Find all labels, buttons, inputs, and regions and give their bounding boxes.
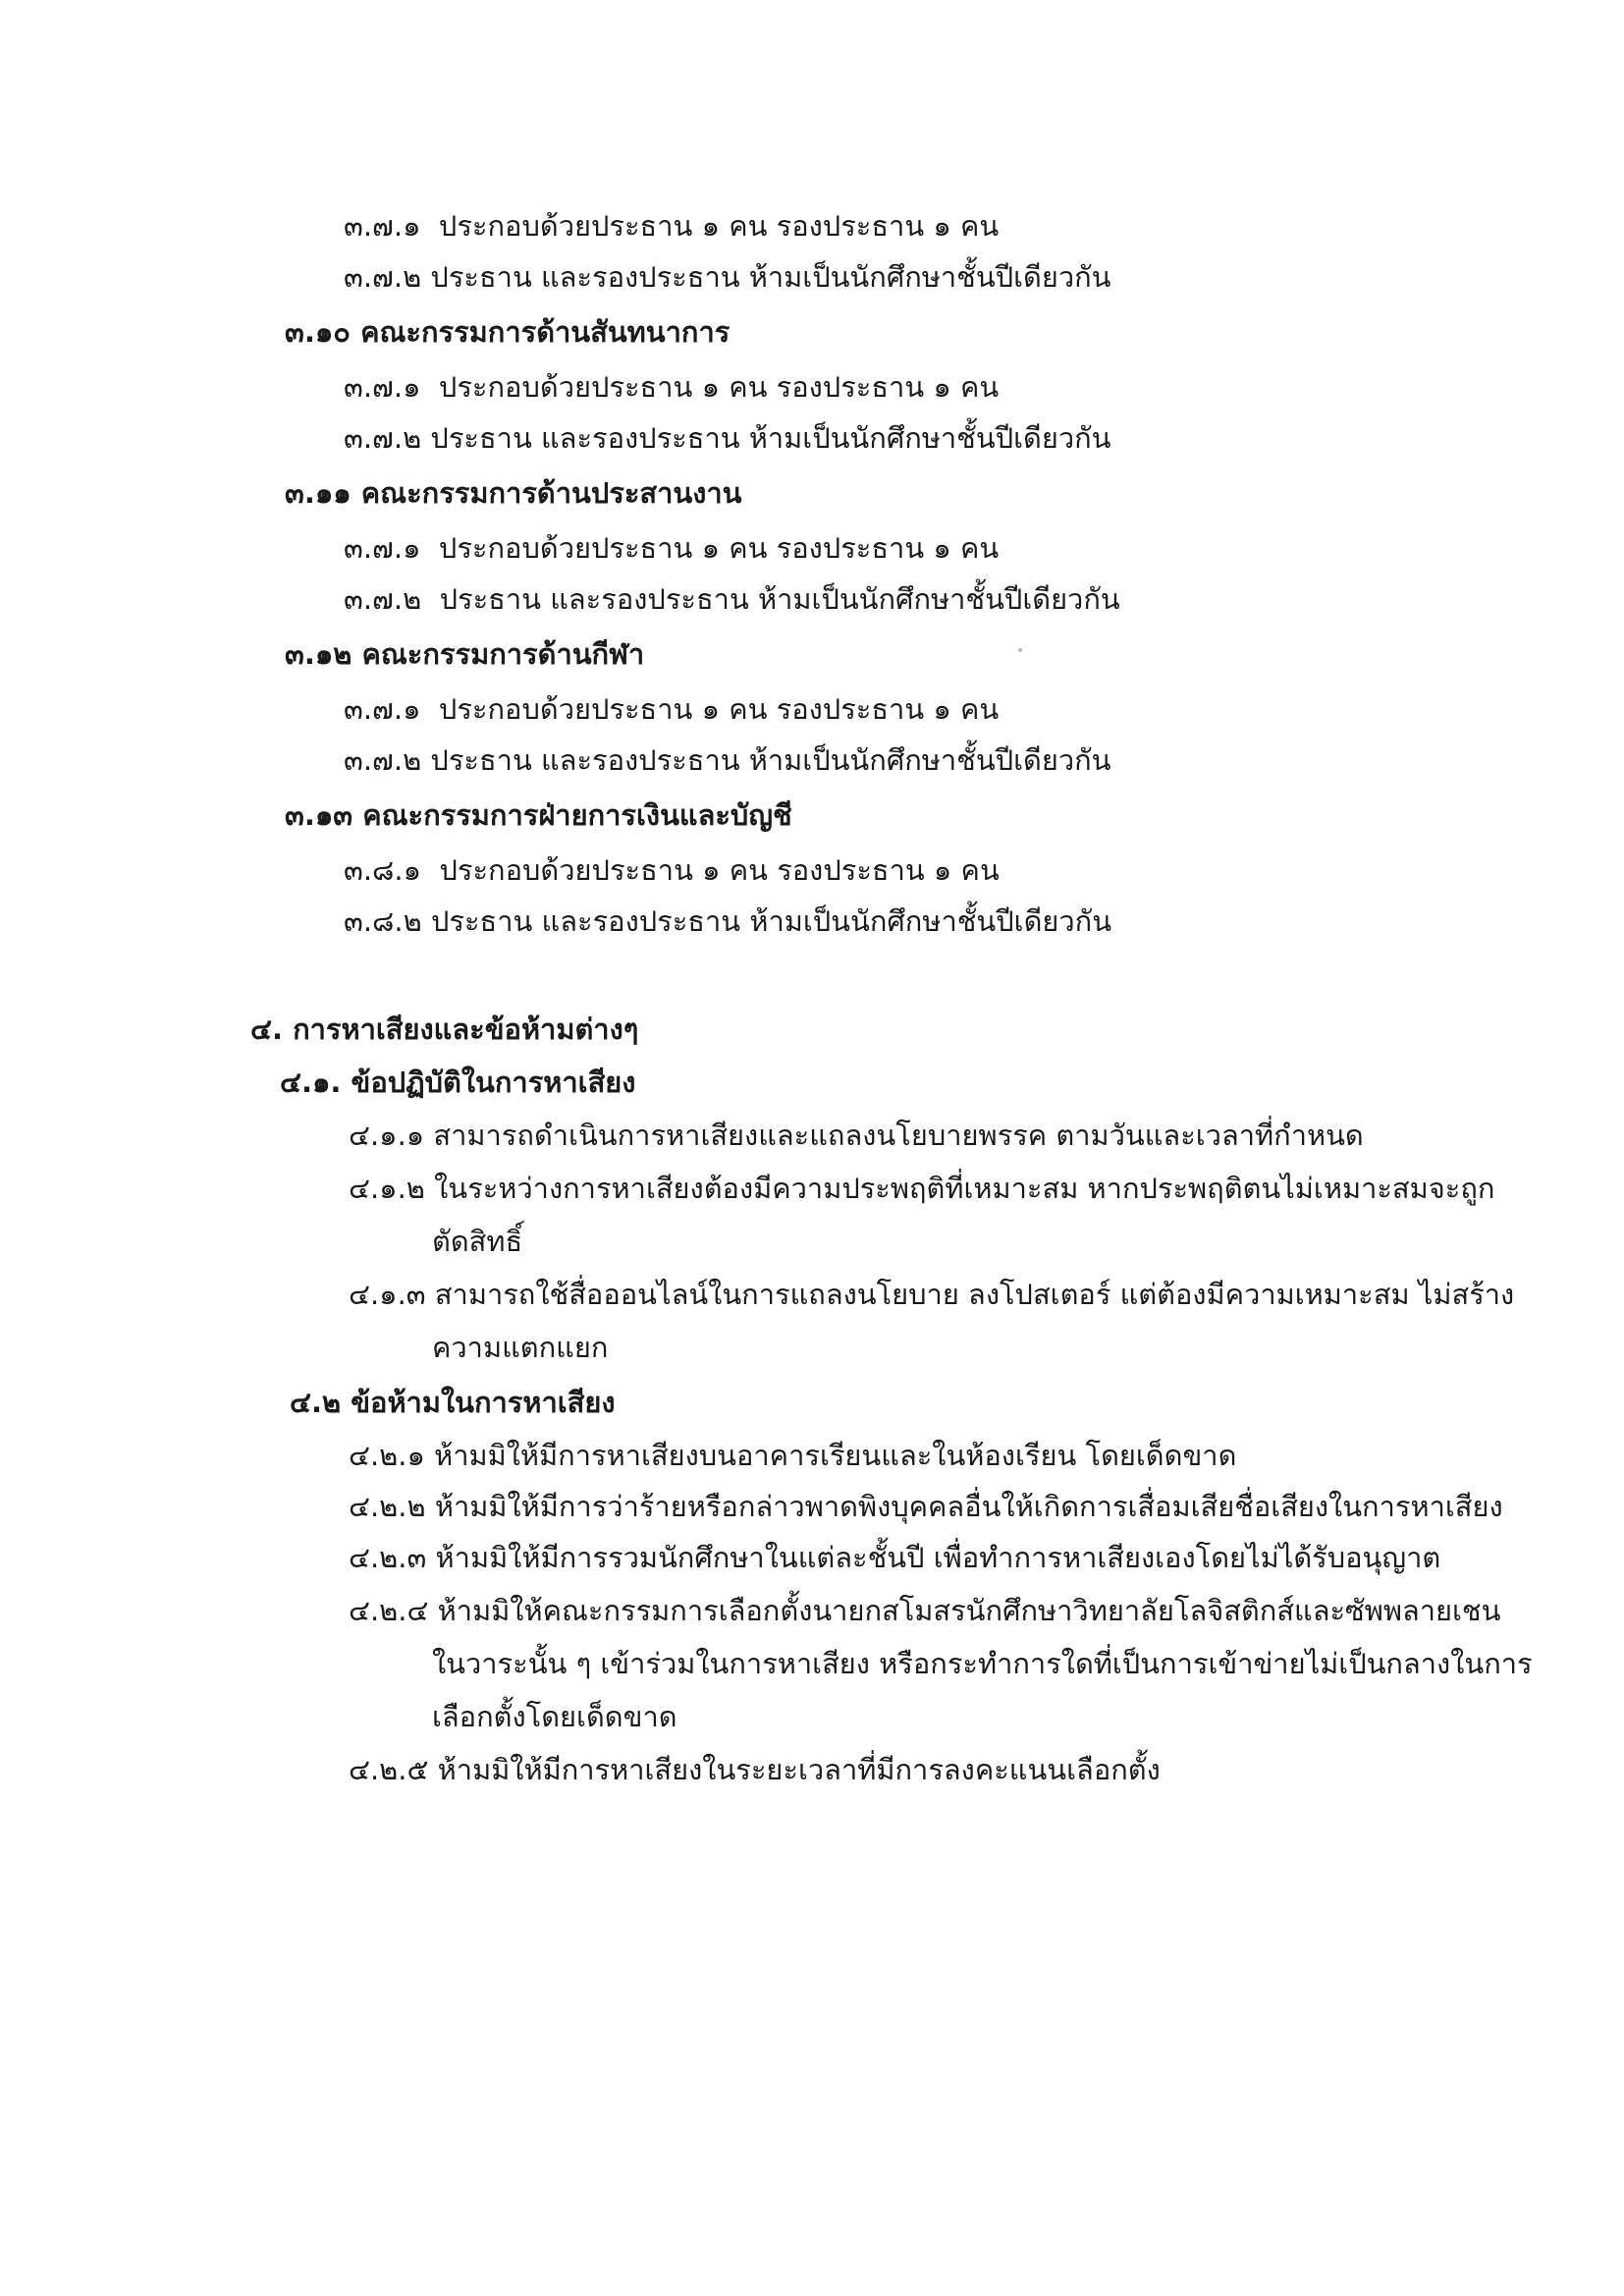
item-text: ประธาน และรองประธาน ห้ามเป็นนักศึกษาชั้นปีเดียวกัน — [430, 904, 1112, 938]
item-3-12-2 — [344, 740, 1111, 780]
item-text: ประกอบด้วยประธาน ๑ คน รองประธาน ๑ คน — [438, 692, 1000, 726]
item-number: ๔.๒.๕ — [349, 1753, 429, 1786]
item-4-1-1 — [349, 1116, 1364, 1155]
item-number: ๓.๗.๒ — [344, 421, 422, 455]
heading-number: ๓.๑๒ — [285, 637, 352, 671]
item-4-2-4 — [349, 1591, 1500, 1630]
item-number: ๓.๗.๒ — [344, 582, 422, 616]
item-4-1-2 — [349, 1169, 1494, 1208]
item-3-7-2-a — [344, 257, 1111, 297]
item-4-2-1 — [349, 1436, 1236, 1475]
item-number: ๔.๒.๑ — [349, 1439, 425, 1472]
section-title: การหาเสียงและข้อห้ามต่างๆ — [293, 1012, 639, 1046]
section-4-title — [250, 1010, 638, 1049]
item-text: ประธาน และรองประธาน ห้ามเป็นนักศึกษาชั้นปีเดียวกัน — [430, 260, 1111, 294]
item-4-2-3 — [349, 1538, 1440, 1577]
heading-4-2 — [290, 1383, 616, 1422]
heading-3-11 — [285, 473, 742, 513]
item-text-continued: ในวาระนั้น ๆ เข้าร่วมในการหาเสียง หรือกระทำการใดที่เป็นการเข้าข่ายไม่เป็นกลางในการ — [432, 1647, 1533, 1680]
item-text: ประกอบด้วยประธาน ๑ คน รองประธาน ๑ คน — [438, 209, 1000, 243]
item-text: ห้ามมิให้มีการว่าร้ายหรือกล่าวพาดพิงบุคคลอื่นให้เกิดการเสื่อมเสียชื่อเสียงในการหาเสียง — [434, 1490, 1503, 1523]
item-4-1-3 — [349, 1275, 1514, 1314]
item-number: ๔.๒.๓ — [349, 1541, 427, 1574]
item-3-10-1 — [344, 367, 999, 407]
item-number: ๔.๒.๒ — [349, 1490, 426, 1523]
item-number: ๔.๑.๓ — [349, 1278, 426, 1311]
item-3-12-1 — [344, 689, 999, 729]
item-number: ๓.๘.๒ — [344, 904, 422, 938]
heading-text: ข้อปฏิบัติในการหาเสียง — [351, 1066, 636, 1099]
item-text: ประกอบด้วยประธาน ๑ คน รองประธาน ๑ คน — [438, 531, 1000, 565]
item-number: ๔.๑.๒ — [349, 1172, 425, 1205]
item-text-continued: ความแตกแยก — [432, 1331, 609, 1364]
item-text-continued: ตัดสิทธิ์ — [432, 1225, 523, 1258]
heading-3-10 — [285, 312, 730, 352]
item-text: ประธาน และรองประธาน ห้ามเป็นนักศึกษาชั้นปีเดียวกัน — [430, 421, 1111, 455]
item-4-1-3-continued — [432, 1328, 608, 1367]
item-3-11-1 — [344, 528, 999, 568]
item-3-11-2 — [344, 579, 1120, 619]
item-4-1-2-continued — [432, 1222, 522, 1261]
item-text-continued: เลือกตั้งโดยเด็ดขาด — [432, 1700, 677, 1733]
item-number: ๓.๗.๒ — [344, 260, 422, 294]
heading-text: คณะกรรมการด้านสันทนาการ — [360, 315, 731, 349]
item-4-2-2 — [349, 1487, 1503, 1526]
item-text: ห้ามมิให้มีการหาเสียงในระยะเวลาที่มีการลงคะแนนเลือกตั้ง — [437, 1753, 1161, 1786]
heading-number: ๓.๑๐ — [285, 315, 351, 349]
item-text: ในระหว่างการหาเสียงต้องมีความประพฤติที่เหมาะสม หากประพฤติตนไม่เหมาะสมจะถูก — [434, 1172, 1495, 1205]
section-number: ๔. — [250, 1012, 283, 1046]
heading-3-12 — [285, 634, 644, 674]
item-3-13-2 — [344, 902, 1111, 941]
heading-number: ๓.๑๓ — [285, 798, 353, 832]
item-3-10-2 — [344, 418, 1111, 458]
item-text: ประกอบด้วยประธาน ๑ คน รองประธาน ๑ คน — [439, 853, 1000, 887]
heading-text: คณะกรรมการฝ่ายการเงินและบัญชี — [362, 798, 792, 832]
scan-speck — [1018, 648, 1022, 652]
item-text: ห้ามมิให้มีการหาเสียงบนอาคารเรียนและในห้องเรียน โดยเด็ดขาด — [434, 1439, 1237, 1472]
item-text: ประธาน และรองประธาน ห้ามเป็นนักศึกษาชั้นปีเดียวกัน — [439, 582, 1120, 616]
heading-number: ๔.๒ — [290, 1386, 342, 1419]
item-number: ๓.๗.๑ — [344, 370, 421, 404]
item-number: ๓.๗.๒ — [344, 743, 422, 777]
item-text: ประกอบด้วยประธาน ๑ คน รองประธาน ๑ คน — [438, 370, 1000, 404]
item-text: ประธาน และรองประธาน ห้ามเป็นนักศึกษาชั้นปีเดียวกัน — [430, 743, 1111, 777]
item-text: ห้ามมิให้มีการรวมนักศึกษาในแต่ละชั้นปี เพื่อทำการหาเสียงเองโดยไม่ได้รับอนุญาต — [435, 1541, 1441, 1574]
heading-4-1 — [280, 1063, 635, 1102]
heading-number: ๓.๑๑ — [285, 476, 352, 510]
item-text: สามารถใช้สื่อออนไลน์ในการแถลงนโยบาย ลงโปสเตอร์ แต่ต้องมีความเหมาะสม ไม่สร้าง — [434, 1278, 1515, 1311]
heading-text: คณะกรรมการด้านกีฬา — [361, 637, 645, 671]
item-4-2-5 — [349, 1750, 1161, 1789]
item-4-2-4-continued — [432, 1644, 1533, 1683]
item-text: สามารถดำเนินการหาเสียงและแถลงนโยบายพรรค ตามวันและเวลาที่กำหนด — [433, 1119, 1364, 1152]
heading-3-13 — [285, 795, 792, 835]
item-4-2-4-continued-2 — [432, 1697, 677, 1736]
heading-number: ๔.๑. — [280, 1066, 342, 1099]
item-3-7-1-a — [344, 206, 999, 246]
heading-text: คณะกรรมการด้านประสานงาน — [360, 476, 742, 510]
item-number: ๓.๗.๑ — [344, 531, 421, 565]
item-text: ห้ามมิให้คณะกรรมการเลือกตั้งนายกสโมสรนักศึกษาวิทยาลัยโลจิสติกส์และซัพพลายเชน — [437, 1594, 1501, 1627]
heading-text: ข้อห้ามในการหาเสียง — [351, 1386, 616, 1419]
item-number: ๔.๒.๔ — [349, 1594, 429, 1627]
item-number: ๓.๗.๑ — [344, 692, 421, 726]
item-number: ๓.๘.๑ — [344, 853, 422, 887]
item-number: ๔.๑.๑ — [349, 1119, 425, 1152]
item-number: ๓.๗.๑ — [344, 209, 421, 243]
item-3-13-1 — [344, 850, 1000, 890]
